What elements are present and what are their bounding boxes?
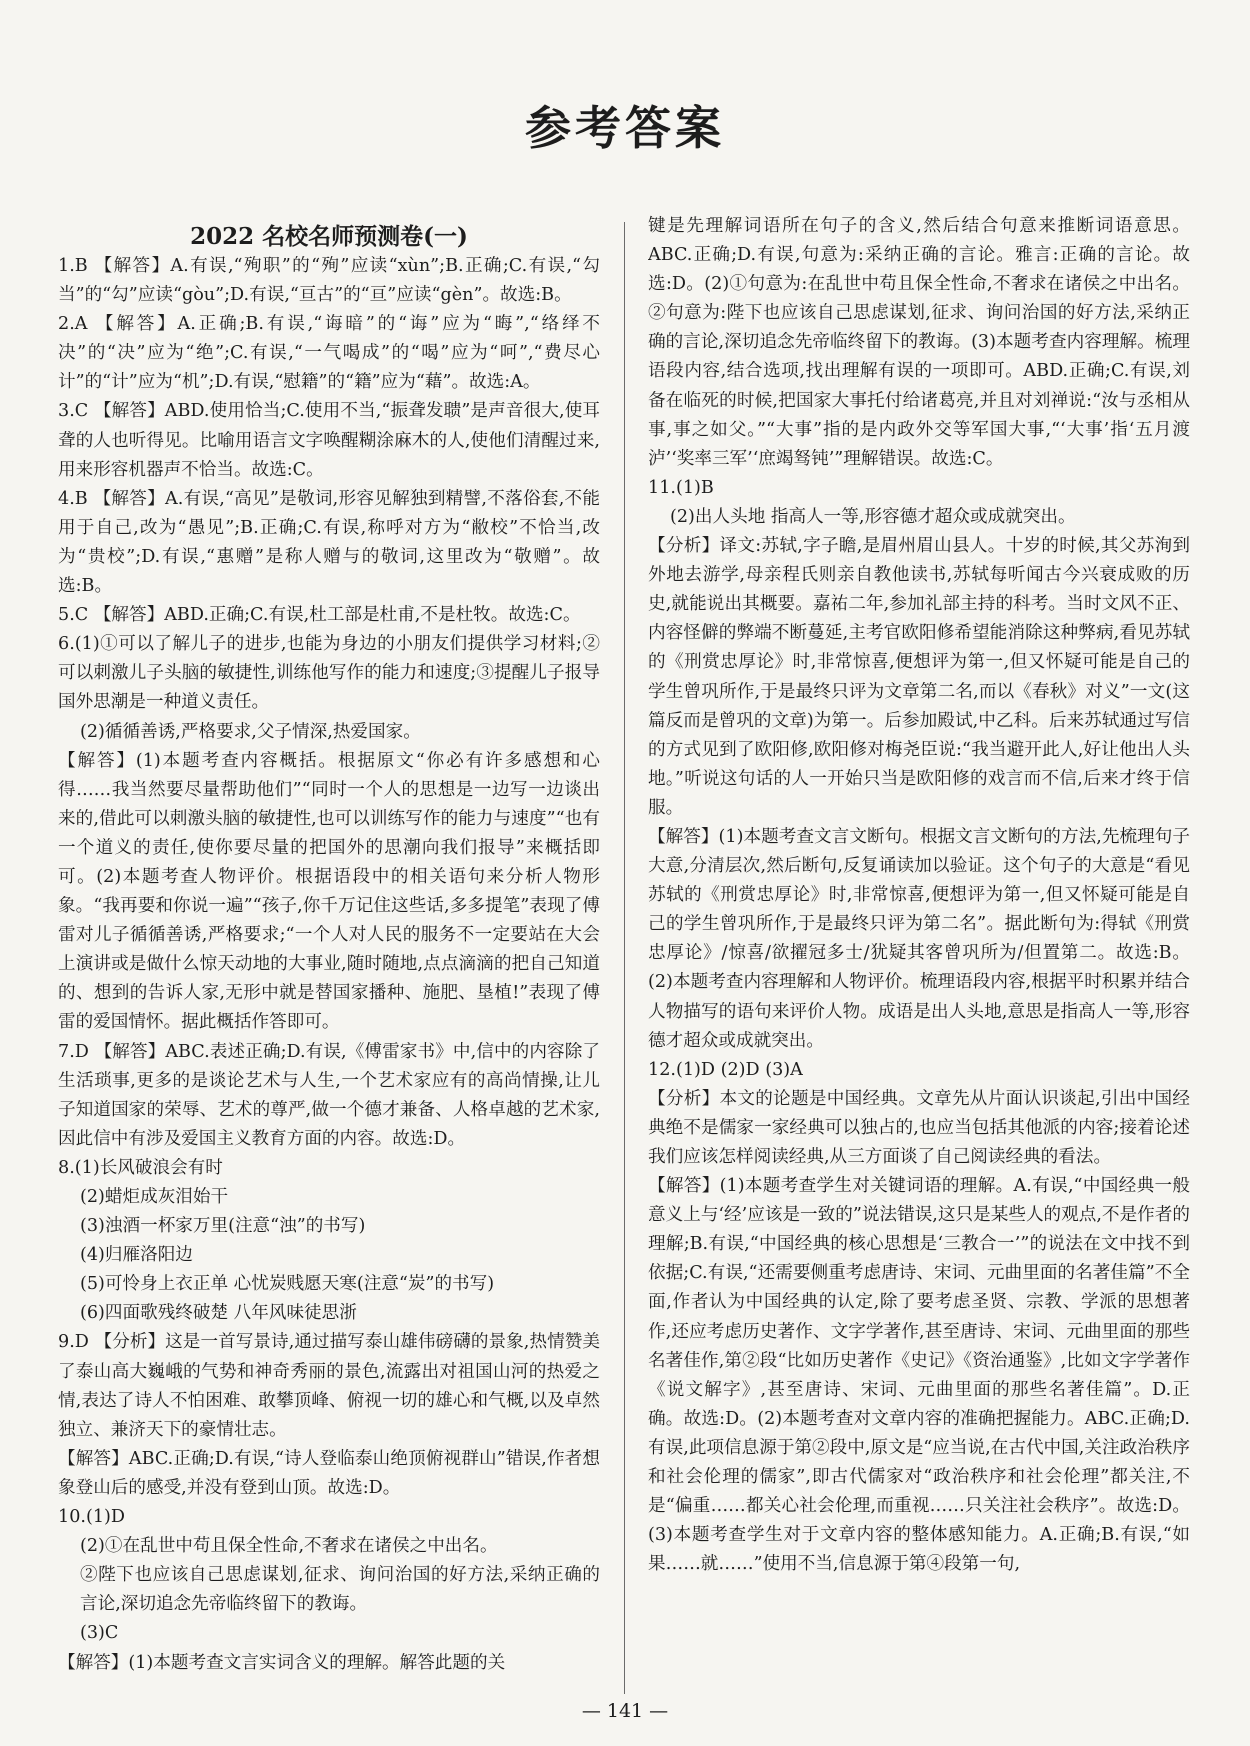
- answer-paragraph: 【解答】ABC.正确;D.有误,“诗人登临泰山绝顶俯视群山”错误,作者想象登山后的感受,并没有登到山顶。故选:D。: [58, 1448, 600, 1498]
- answer-paragraph: (4)归雁洛阳边: [80, 1245, 193, 1266]
- answer-paragraph: 2.A 【解答】A.正确;B.有误,“诲暗”的“诲”应为“晦”,“络绎不决”的“决”应为“绝”;C.有误,“一气喝成”的“喝”应为“呵”,“费尽心计”的“计”应为“机”;D.有误,“慰籍”的“籍”应为“藉”。故选:A。: [58, 314, 600, 393]
- answer-paragraph: 【解答】(1)本题考查文言实词含义的理解。解答此题的关: [58, 1652, 506, 1673]
- answer-paragraph: (2)蜡炬成灰泪始干: [80, 1187, 229, 1207]
- answer-paragraph: 【解答】(1)本题考查文言文断句。根据文言文断句的方法,先梳理句子大意,分清层次,然后断句,反复诵读加以验证。这个句子的大意是“看见苏轼的《刑赏忠厚论》时,非常惊喜,便想评为第一,但又怀疑可能是自己的学生曾巩所作,于是最终只评为第二名”。据此断句为:得轼《刑赏忠厚论》/惊喜/欲擢冠多士/犹疑其客曾巩所为/但置第二。故选:B。(2)本题考查内容理解和人物评价。梳理语段内容,根据平时积累并结合人物描写的语句来评价人物。成语是出人头地,意思是指高人一等,形容德才超众或成就突出。: [648, 826, 1190, 1051]
- answer-paragraph: (2)①在乱世中苟且保全性命,不奢求在诸侯之中出名。: [80, 1536, 498, 1557]
- answer-paragraph: 3.C 【解答】ABD.使用恰当;C.使用不当,“振聋发聩”是声音很大,使耳聋的人也听得见。比喻用语言文字唤醒糊涂麻木的人,使他们清醒过来,用来形容机器声不恰当。故选:C。: [58, 401, 600, 480]
- answer-paragraph: 【分析】本文的论题是中国经典。文章先从片面认识谈起,引出中国经典绝不是儒家一家经典可以独占的,也应当包括其他派的内容;接着论述我们应该怎样阅读经典,从三方面谈了自己阅读经典的看法。: [648, 1088, 1190, 1167]
- answer-paragraph: 6.(1)①可以了解儿子的进步,也能为身边的小朋友们提供学习材料;②可以刺激儿子头脑的敏捷性,训练他写作的能力和速度;③提醒儿子报导国外思潮是一种道义责任。: [58, 634, 600, 713]
- answer-paragraph: ②陛下也应该自己思虑谋划,征求、询问治国的好方法,采纳正确的言论,深切追念先帝临终留下的教诲。: [80, 1565, 600, 1615]
- answer-paragraph: (2)循循善诱,严格要求,父子情深,热爱国家。: [80, 721, 421, 742]
- answer-paragraph: (3)浊酒一杯家万里(注意“浊”的书写): [80, 1216, 366, 1237]
- answer-paragraph: 【解答】(1)本题考查内容概括。根据原文“你必有许多感想和心得……我当然要尽量帮助他们”“同时一个人的思想是一边写一边谈出来的,借此可以刺激头脑的敏捷性,也可以训练写作的能力与速度”“也有一个道义的责任,使你要尽量的把国外的思潮向我们报导”来概括即可。(2)本题考查人物评价。根据语段中的相关语句来分析人物形象。“我再要和你说一遍”“孩子,你千万记住这些话,多多提笔”表现了傅雷对儿子循循善诱,严格要求;“一个人对人民的服务不一定要站在大会上演讲或是做什么惊天动地的大事业,随时随地,点点滴滴的把自己知道的、想到的告诉人家,无形中就是替国家播种、施肥、垦植!”表现了傅雷的爱国情怀。据此概括作答即可。: [58, 750, 600, 1033]
- answer-paragraph: 5.C 【解答】ABD.正确;C.有误,杜工部是杜甫,不是杜牧。故选:C。: [58, 605, 581, 626]
- answer-paragraph: 10.(1)D: [58, 1507, 126, 1528]
- answer-paragraph: 键是先理解词语所在句子的含义,然后结合句意来推断词语意思。ABC.正确;D.有误,句意为:采纳正确的言论。雅言:正确的言论。故选:D。(2)①句意为:在乱世中苟且保全性命,不奢求在诸侯之中出名。②句意为:陛下也应该自己思虑谋划,征求、询问治国的好方法,采纳正确的言论,深切追念先帝临终留下的教诲。(3)本题考查内容理解。梳理语段内容,结合选项,找出理解有误的一项即可。ABD.正确;C.有误,刘备在临死的时候,把国家大事托付给诸葛亮,并且对刘禅说:“汝与丞相从事,事之如父。”“大事”指的是内政外交等军国大事,“‘大事’指‘五月渡泸’‘奖率三军’‘庶竭驽钝’”理解错误。故选:C。: [648, 216, 1190, 469]
- answer-paragraph: 【分析】译文:苏轼,字子瞻,是眉州眉山县人。十岁的时候,其父苏洵到外地去游学,母亲程氏则亲自教他读书,苏轼每听闻古今兴衰成败的历史,就能说出其概要。嘉祐二年,参加礼部主持的科考。当时文风不正、内容怪僻的弊端不断蔓延,主考官欧阳修希望能消除这种弊病,看见苏轼的《刑赏忠厚论》时,非常惊喜,便想评为第一,但又怀疑可能是自己的学生曾巩所作,于是最终只评为文章第二名,而以《春秋》对义”一文(这篇反而是曾巩的文章)为第一。后参加殿试,中乙科。后来苏轼通过写信的方式见到了欧阳修,欧阳修对梅尧臣说:“我当避开此人,好让他出人头地。”听说这句话的人一开始只当是欧阳修的戏言而不信,后来才终于信服。: [648, 536, 1190, 818]
- answer-paragraph: (3)C: [80, 1623, 119, 1644]
- answer-paragraph: 12.(1)D (2)D (3)A: [648, 1059, 803, 1080]
- right-column: [648, 212, 1190, 1698]
- answer-paragraph: 【解答】(1)本题考查学生对关键词语的理解。A.有误,“中国经典一般意义上与‘经’应该是一致的”说法错误,这只是某些人的观点,不是作者的理解;B.有误,“中国经典的核心思想是‘三教合一’”的说法在文中找不到依据;C.有误,“还需要侧重考虑唐诗、宋词、元曲里面的名著佳篇”不全面,作者认为中国经典的认定,除了要考虑圣贤、宗教、学派的思想著作,还应考虑历史著作、文字学著作,甚至唐诗、宋词、元曲里面的那些名著佳作,第②段“比如历史著作《史记》《资治通鉴》,比如文字学著作《说文解字》,甚至唐诗、宋词、元曲里面的那些名著佳篇”。D.正确。故选:D。(2)本题考查对文章内容的准确把握能力。ABC.正确;D.有误,此项信息源于第②段中,原文是“应当说,在古代中国,关注政治秩序和社会伦理的儒家”,即古代儒家对“政治秩序和社会伦理”都关注,不是“偏重……都关心社会伦理,而重视……只关注社会秩序”。故选:D。(3)本题考查学生对于文章内容的整体感知能力。A.正确;B.有误,“如果……就……”使用不当,信息源于第④段第一句,: [648, 1176, 1190, 1575]
- section-title: 2022 名校名师预测卷(一): [190, 223, 468, 250]
- answer-paragraph: (2)出人头地 指高人一等,形容德才超众或成就突出。: [670, 506, 1076, 527]
- answer-paragraph: 1.B 【解答】A.有误,“殉职”的“殉”应读“xùn”;B.正确;C.有误,“勾当”的“勾”应读“gòu”;D.有误,“亘古”的“亘”应读“gèn”。故选:B。: [58, 256, 600, 306]
- answer-paragraph: (5)可怜身上衣正单 心忧炭贱愿天寒(注意“炭”的书写): [80, 1274, 495, 1295]
- page-title: 参考答案: [525, 101, 725, 155]
- column-divider: [624, 222, 625, 1694]
- answer-paragraph: 7.D 【解答】ABC.表述正确;D.有误,《傅雷家书》中,信中的内容除了生活琐事,更多的是谈论艺术与人生,一个艺术家应有的高尚情操,让儿子知道国家的荣辱、艺术的尊严,做一个德才兼备、人格卓越的艺术家,因此信中有涉及爱国主义教育方面的内容。故选:D。: [58, 1041, 600, 1149]
- answer-paragraph: 8.(1)长风破浪会有时: [58, 1157, 223, 1178]
- answer-paragraph: 9.D 【分析】这是一首写景诗,通过描写泰山雄伟磅礴的景象,热情赞美了泰山高大巍峨的气势和神奇秀丽的景色,流露出对祖国山河的热爱之情,表达了诗人不怕困难、敢攀顶峰、俯视一切的雄心和气概,以及卓然独立、兼济天下的豪情壮志。: [58, 1332, 600, 1440]
- page-number: — 141 —: [581, 1700, 669, 1722]
- answer-paragraph: (6)四面歌残终破楚 八年风味徒思浙: [80, 1303, 357, 1324]
- left-column: [58, 222, 600, 1698]
- answer-paragraph: 4.B 【解答】A.有误,“高见”是敬词,形容见解独到精譬,不落俗套,不能用于自己,改为“愚见”;B.正确;C.有误,称呼对方为“敝校”不恰当,改为“贵校”;D.有误,“惠赠”是称人赠与的敬词,这里改为“敬赠”。故选:B。: [58, 488, 600, 597]
- answer-paragraph: 11.(1)B: [648, 477, 714, 498]
